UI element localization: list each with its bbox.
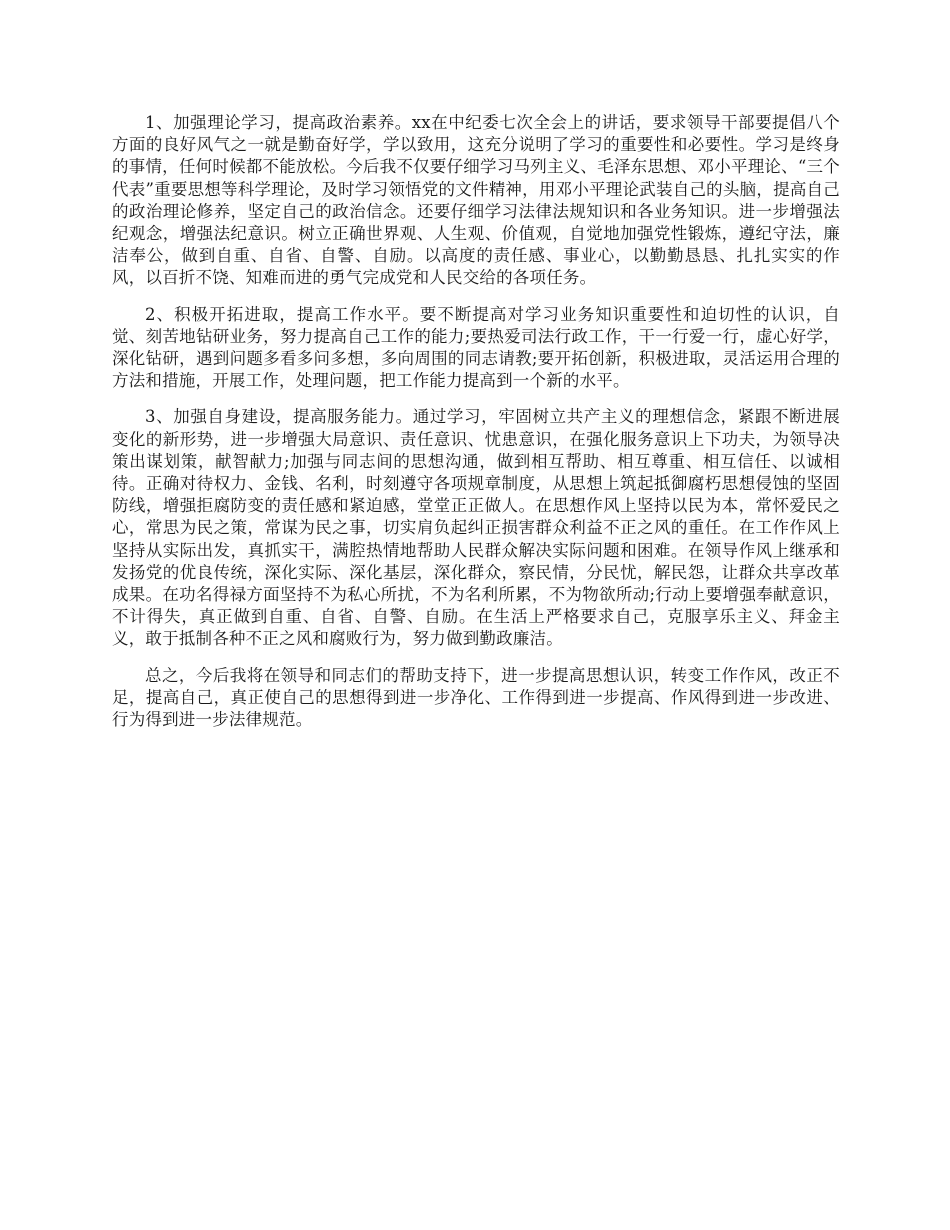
document-body — [112, 112, 840, 745]
paragraph-study-theory: 1、加强理论学习，提高政治素养。xx在中纪委七次全会上的讲话，要求领导干部要提倡八个方面的良好风气之一就是勤奋好学，学以致用，这充分说明了学习的重要性和必要性。学习是终身的事情，任何时候都不能放松。今后我不仅要仔细学习马列主义、毛泽东思想、邓小平理论、“三个代表”重要思想等科学理论，及时学习领悟党的文件精神，用邓小平理论武装自己的头脑，提高自己的政治理论修养，坚定自己的政治信念。还要仔细学习法律法规知识和各业务知识。进一步增强法纪观念，增强法纪意识。树立正确世界观、人生观、价值观，自觉地加强党性锻炼，遵纪守法，廉洁奉公，做到自重、自省、自警、自励。以高度的责任感、事业心，以勤勤恳恳、扎扎实实的作风，以百折不饶、知难而进的勇气完成党和人民交给的各项任务。 — [112, 113, 840, 288]
paragraph-work-level: 2、积极开拓进取，提高工作水平。要不断提高对学习业务知识重要性和迫切性的认识，自觉、刻苦地钻研业务，努力提高自己工作的能力;要热爱司法行政工作，干一行爱一行，虚心好学，深化钻研，遇到问题多看多问多想，多向周围的同志请教;要开拓创新，积极进取，灵活运用合理的方法和措施，开展工作，处理问题，把工作能力提高到一个新的水平。 — [112, 304, 840, 391]
paragraph-service-capacity: 3、加强自身建设，提高服务能力。通过学习，牢固树立共产主义的理想信念，紧跟不断进展变化的新形势，进一步增强大局意识、责任意识、忧患意识，在强化服务意识上下功夫，为领导决策出谋划策，献智献力;加强与同志间的思想沟通，做到相互帮助、相互尊重、相互信任、以诚相待。正确对待权力、金钱、名利，时刻遵守各项规章制度，从思想上筑起抵御腐朽思想侵蚀的坚固防线，增强拒腐防变的责任感和紧迫感，堂堂正正做人。在思想作风上坚持以民为本，常怀爱民之心，常思为民之策，常谋为民之事，切实肩负起纠正损害群众利益不正之风的重任。在工作作风上坚持从实际出发，真抓实干，满腔热情地帮助人民群众解决实际问题和困难。在领导作风上继承和发扬党的优良传统，深化实际、深化基层，深化群众，察民情，分民忧，解民怨，让群众共享改革成果。在功名得禄方面坚持不为私心所扰，不为名利所累，不为物欲所动;行动上要增强奉献意识，不计得失，真正做到自重、自省、自警、自励。在生活上严格要求自己，克服享乐主义、拜金主义，敢于抵制各种不正之风和腐败行为，努力做到勤政廉洁。 — [112, 407, 840, 649]
paragraph-conclusion: 总之，今后我将在领导和同志们的帮助支持下，进一步提高思想认识，转变工作作风，改正不足，提高自己，真正使自己的思想得到进一步净化、工作得到进一步提高、作风得到进一步改进、行为得到进一步法律规范。 — [112, 665, 840, 730]
